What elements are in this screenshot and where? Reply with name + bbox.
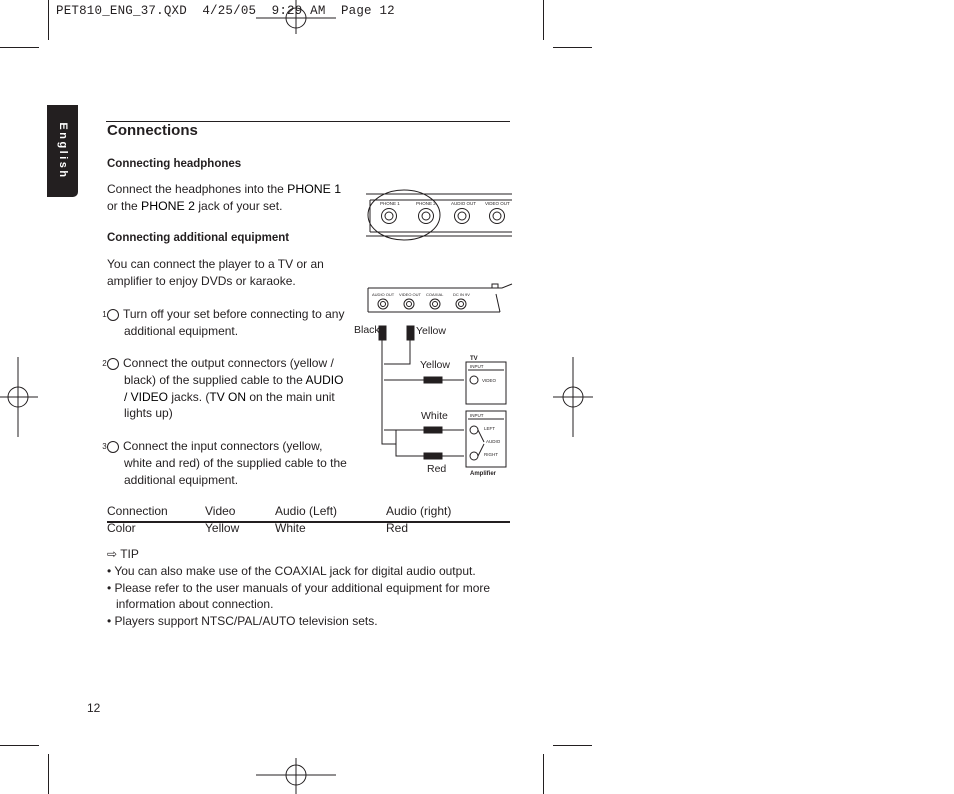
yellow-top-label: Yellow — [416, 325, 446, 337]
arrow-icon: ⇨ — [107, 547, 118, 561]
table-cell: Color — [107, 521, 136, 535]
tv-on-label: TV ON — [209, 389, 247, 404]
color-table — [107, 504, 510, 538]
jack-label: PHONE 2 — [416, 201, 436, 206]
phone1-label: PHONE 1 — [287, 182, 342, 196]
amp-audio-label: AUDIO — [486, 439, 501, 444]
language-tab — [47, 105, 78, 197]
text: additional equipment. — [124, 472, 239, 487]
jack-label: DC IN 9V — [453, 292, 470, 297]
table-header-cell: Connection — [107, 504, 168, 518]
table-header-cell: Audio (right) — [386, 504, 452, 518]
jack-label: AUDIO OUT — [451, 201, 477, 206]
tip-item: • Please refer to the user manuals of your additional equipment for more information about connection. — [107, 580, 491, 612]
text: black) of the supplied cable to the — [124, 372, 306, 387]
step-1 — [102, 306, 357, 340]
black-label: Black — [354, 324, 380, 336]
text: Players support NTSC/PAL/AUTO television sets. — [114, 614, 378, 629]
text: jacks. ( — [168, 389, 210, 404]
amp-input-label: INPUT — [470, 413, 484, 418]
jack-label: PHONE 1 — [380, 201, 400, 206]
amp-left-label: LEFT — [484, 426, 496, 431]
step-2 — [102, 355, 367, 422]
tv-input-label: INPUT — [470, 364, 484, 369]
headphone-jacks-figure — [366, 188, 512, 244]
tip-item: • You can also make use of the COAXIAL jack for digital audio output. — [107, 563, 476, 578]
text: or the — [107, 198, 142, 213]
phone2-label: PHONE 2 — [141, 198, 196, 213]
table-cell: White — [275, 521, 306, 535]
audio-label: AUDIO — [305, 372, 344, 387]
table-header-row — [107, 504, 510, 521]
step-3 — [102, 438, 367, 488]
text: on the main unit — [246, 389, 335, 404]
text: Connect the input connectors (yellow, — [123, 439, 323, 453]
text: You can also make use of the COAXIAL jack for digital audio output. — [114, 563, 476, 578]
step-number: 2 — [107, 358, 119, 370]
text: Turn off your set before connecting to any — [123, 307, 345, 321]
tip-label: TIP — [120, 547, 139, 561]
jack-label: AUDIO OUT — [372, 292, 395, 297]
table-cell: Red — [386, 521, 409, 535]
white-label: White — [421, 410, 448, 422]
cable-connection-figure — [352, 282, 518, 480]
text: You can connect the player to a TV or an — [107, 257, 324, 271]
tip-box — [107, 546, 517, 630]
tip-item: • Players support NTSC/PAL/AUTO television sets. — [107, 614, 378, 629]
language-tab-label: English — [56, 122, 69, 180]
additional-intro — [107, 256, 357, 290]
additional-heading: Connecting additional equipment — [107, 232, 290, 244]
jack-label: VIDEO OUT — [485, 201, 510, 206]
text: Connect the headphones into the — [107, 182, 288, 196]
text: Please refer to the user manuals of your additional equipment for more information about connection. — [114, 580, 491, 612]
page-number: 12 — [87, 701, 101, 715]
table-header-cell: Audio (Left) — [275, 504, 338, 518]
text: jack of your set. — [195, 198, 283, 213]
jack-label: COAXIAL — [426, 292, 444, 297]
step-number: 3 — [107, 441, 119, 453]
text: white and red) of the supplied cable to the — [124, 455, 347, 470]
amplifier-label: Amplifier — [470, 471, 497, 477]
step-number: 1 — [107, 309, 119, 321]
text: Connect the output connectors (yellow / — [123, 356, 334, 370]
print-slug: PET810_ENG_37.QXD 4/25/05 9:29 AM Page 12 — [56, 4, 395, 18]
yellow-label: Yellow — [420, 359, 450, 371]
red-label: Red — [427, 463, 447, 475]
amp-right-label: RIGHT — [484, 452, 498, 457]
jack-label: VIDEO OUT — [399, 292, 422, 297]
text: amplifier to enjoy DVDs or karaoke. — [107, 273, 296, 288]
headphones-heading: Connecting headphones — [107, 158, 242, 170]
table-header-cell: Video — [205, 504, 236, 518]
table-row — [107, 521, 510, 538]
video-label: / VIDEO — [124, 389, 169, 404]
headphones-text — [107, 181, 357, 215]
tv-video-label: VIDEO — [482, 378, 497, 383]
page-title: Connections — [107, 122, 198, 139]
tv-label: TV — [470, 356, 478, 362]
text: additional equipment. — [124, 323, 239, 338]
tip-heading — [107, 546, 517, 563]
text: lights up) — [124, 406, 173, 421]
table-cell: Yellow — [205, 521, 240, 535]
